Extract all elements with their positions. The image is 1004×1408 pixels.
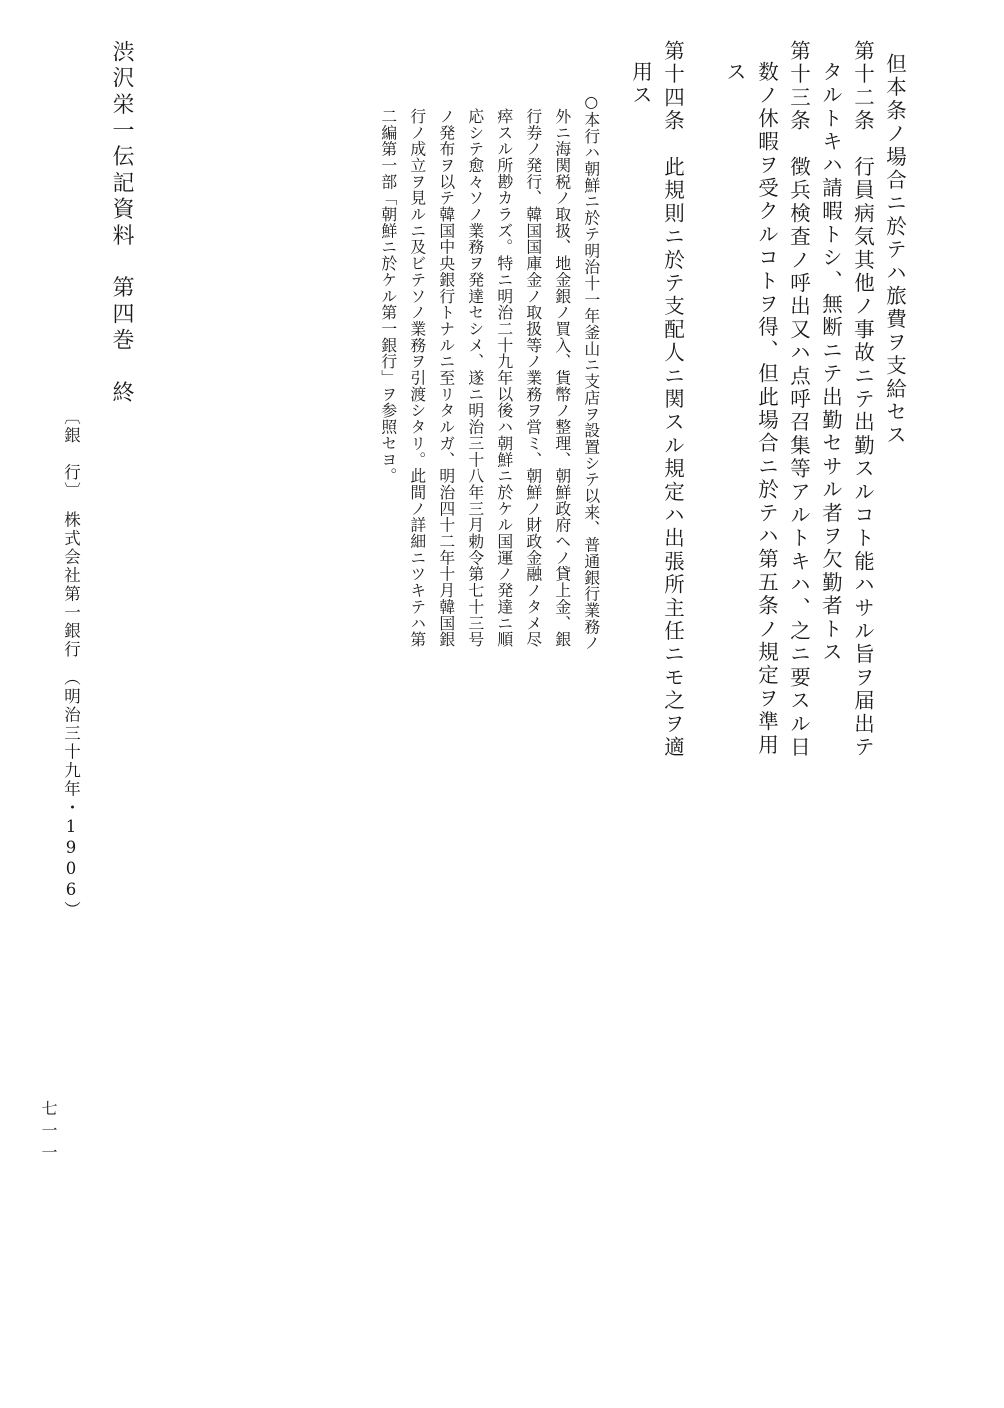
note-line-5: 応シテ愈々ソノ業務ヲ発達セシメ、遂ニ明治三十八年三月勅令第七十三号 [465, 108, 485, 648]
section-header: 〔銀 行〕 株式会社第一銀行 （明治三十九年・1906） [61, 408, 81, 920]
note-line-4: 瘁スル所尠カラズ。特ニ明治二十九年以後ハ朝鮮ニ於ケル国運ノ発達ニ順 [494, 108, 514, 648]
main-line-7: 第十四条 此規則ニ於テ支配人ニ関スル規定ハ出張所主任ニモ之ヲ適 [660, 40, 685, 760]
main-line-4: 第十三条 徴兵検査ノ呼出又ハ点呼召集等アルトキハ、之ニ要スル日 [786, 40, 811, 760]
note-line-3: 行券ノ発行、韓国国庫金ノ取扱等ノ業務ヲ営ミ、朝鮮ノ財政金融ノタメ尽 [523, 108, 543, 648]
main-line-5: 数ノ休暇ヲ受クルコトヲ得、但此場合ニ於テハ第五条ノ規定ヲ準用 [754, 61, 779, 757]
main-line-1: 但本条ノ場合ニ於テハ旅費ヲ支給セス [882, 53, 907, 448]
note-line-2: 外ニ海関税ノ取扱、地金銀ノ買入、貨幣ノ整理、朝鮮政府ヘノ貸上金、銀 [552, 108, 572, 648]
main-line-6: ス [722, 61, 747, 85]
page-number: 七一一 [39, 1100, 58, 1166]
running-title: 渋沢栄一伝記資料 第四巻 終 [109, 40, 134, 407]
main-line-2: 第十二条 行員病気其他ノ事故ニテ出勤スルコト能ハサル旨ヲ届出テ [850, 40, 875, 760]
main-line-3: タルトキハ請暇トシ、無断ニテ出勤セサル者ヲ欠勤者トス [818, 61, 843, 665]
note-line-1: ○本行ハ朝鮮ニ於テ明治十一年釜山ニ支店ヲ設置シテ以来、普通銀行業務ノ [581, 92, 601, 652]
note-line-7: 行ノ成立ヲ見ルニ及ビテソノ業務ヲ引渡シタリ。此間ノ詳細ニツキテハ第 [407, 108, 427, 648]
note-line-6: ノ発布ヲ以テ韓国中央銀行トナルニ至リタルガ、明治四十二年十月韓国銀 [436, 108, 456, 648]
main-line-8: 用ス [628, 61, 653, 108]
note-line-8: 二編第一部「朝鮮ニ於ケル第一銀行」ヲ参照セヨ。 [378, 108, 398, 485]
